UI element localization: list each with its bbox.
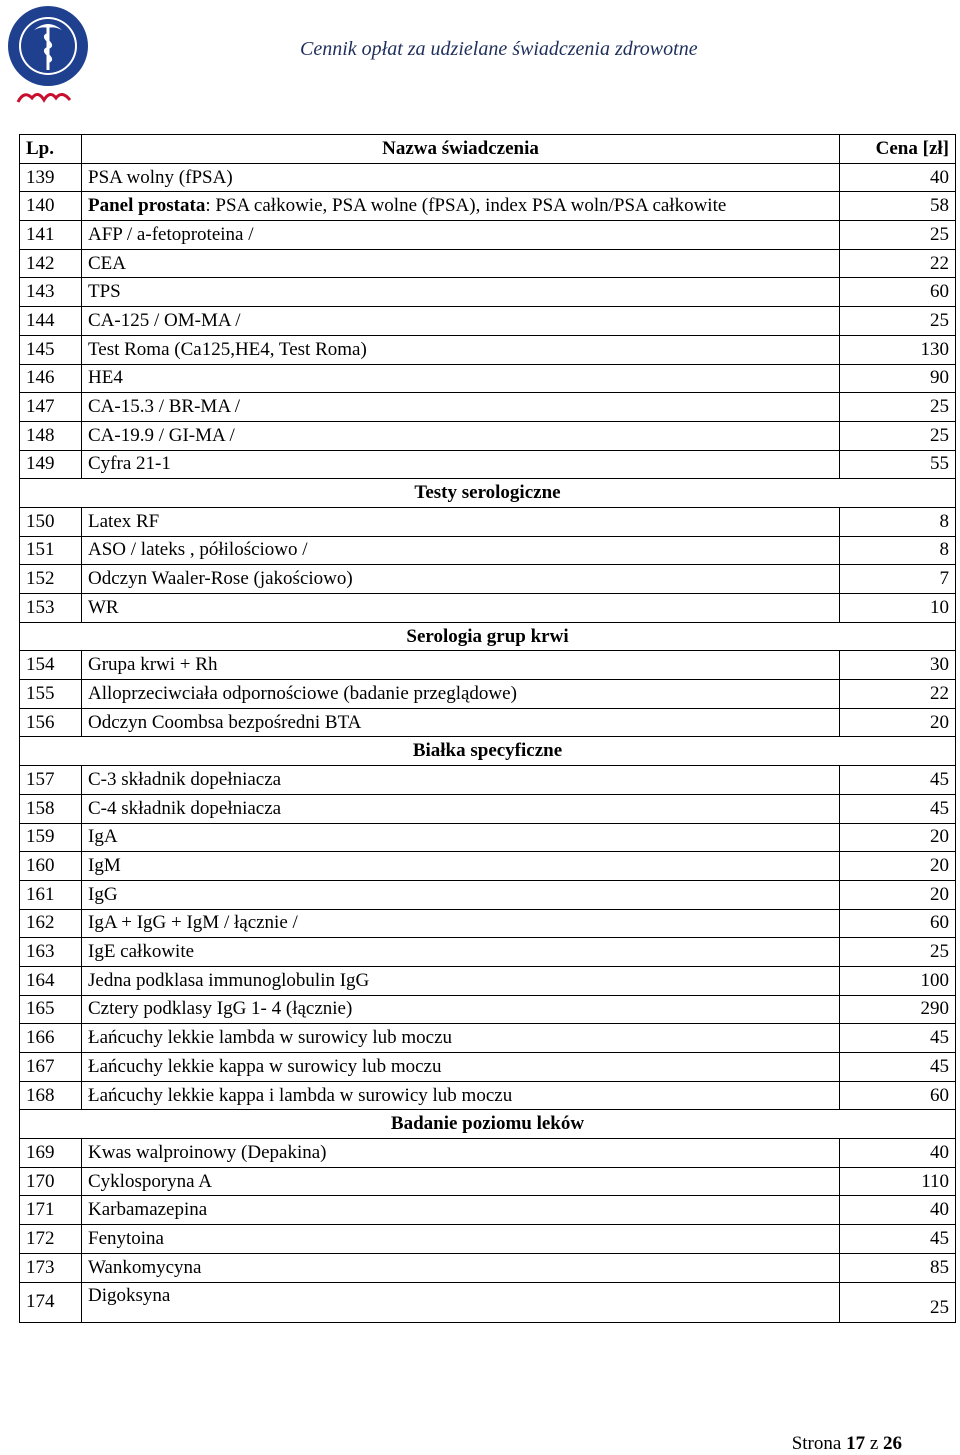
row-price: 100 <box>840 966 956 995</box>
row-price: 110 <box>840 1167 956 1196</box>
row-lp: 145 <box>20 335 82 364</box>
page-header <box>0 0 960 120</box>
row-price: 45 <box>840 794 956 823</box>
row-lp: 140 <box>20 192 82 221</box>
row-lp: 148 <box>20 421 82 450</box>
table-row <box>20 1139 956 1168</box>
row-price: 45 <box>840 1225 956 1254</box>
table-row <box>20 1196 956 1225</box>
table-header-row <box>20 135 956 164</box>
table-body <box>20 163 956 1322</box>
row-lp: 171 <box>20 1196 82 1225</box>
row-lp: 173 <box>20 1253 82 1282</box>
row-price: 25 <box>840 393 956 422</box>
table-row <box>20 680 956 709</box>
row-price: 60 <box>840 278 956 307</box>
row-name: Łańcuchy lekkie kappa w surowicy lub moczu <box>82 1053 840 1082</box>
row-price: 45 <box>840 1024 956 1053</box>
row-lp: 159 <box>20 823 82 852</box>
row-price: 25 <box>840 307 956 336</box>
row-name: Latex RF <box>82 507 840 536</box>
row-lp: 164 <box>20 966 82 995</box>
section-title: Badanie poziomu leków <box>20 1110 956 1139</box>
row-lp: 142 <box>20 249 82 278</box>
table-row <box>20 1081 956 1110</box>
table-row <box>20 823 956 852</box>
row-lp: 146 <box>20 364 82 393</box>
row-price: 40 <box>840 163 956 192</box>
row-lp: 141 <box>20 221 82 250</box>
section-row <box>20 622 956 651</box>
row-name: Jedna podklasa immunoglobulin IgG <box>82 966 840 995</box>
row-lp: 161 <box>20 880 82 909</box>
page-current: 17 <box>846 1433 866 1454</box>
row-price: 8 <box>840 536 956 565</box>
row-name: C-4 składnik dopełniacza <box>82 794 840 823</box>
table-row <box>20 278 956 307</box>
table-row <box>20 708 956 737</box>
row-name-bold: Panel prostata <box>88 195 206 217</box>
table-row <box>20 1053 956 1082</box>
row-price: 40 <box>840 1139 956 1168</box>
table-row <box>20 594 956 623</box>
table-row <box>20 565 956 594</box>
row-price: 20 <box>840 708 956 737</box>
row-lp: 147 <box>20 393 82 422</box>
row-lp: 153 <box>20 594 82 623</box>
hospital-caduceus-logo-icon <box>4 4 92 108</box>
row-lp: 144 <box>20 307 82 336</box>
row-name: CA-15.3 / BR-MA / <box>82 393 840 422</box>
row-name: ASO / lateks , półilościowo / <box>82 536 840 565</box>
row-lp: 152 <box>20 565 82 594</box>
row-name: IgA + IgG + IgM / łącznie / <box>82 909 840 938</box>
row-price: 25 <box>840 1282 956 1322</box>
page-number <box>792 1433 902 1455</box>
row-lp: 151 <box>20 536 82 565</box>
row-price: 290 <box>840 995 956 1024</box>
row-name: AFP / a-fetoproteina / <box>82 221 840 250</box>
row-name: IgA <box>82 823 840 852</box>
table-row <box>20 1253 956 1282</box>
header-name: Nazwa świadczenia <box>82 135 840 164</box>
table-row <box>20 651 956 680</box>
row-name: Łańcuchy lekkie kappa i lambda w surowicy lub moczu <box>82 1081 840 1110</box>
header-lp: Lp. <box>20 135 82 164</box>
row-name: Cyfra 21-1 <box>82 450 840 479</box>
table-row <box>20 536 956 565</box>
row-price: 58 <box>840 192 956 221</box>
row-name: IgE całkowite <box>82 938 840 967</box>
row-price: 22 <box>840 680 956 709</box>
section-title: Białka specyficzne <box>20 737 956 766</box>
row-price: 22 <box>840 249 956 278</box>
row-price: 20 <box>840 823 956 852</box>
row-price: 20 <box>840 880 956 909</box>
table-row <box>20 393 956 422</box>
section-title: Testy serologiczne <box>20 479 956 508</box>
row-name: Kwas walproinowy (Depakina) <box>82 1139 840 1168</box>
row-name: CA-19.9 / GI-MA / <box>82 421 840 450</box>
row-name: Digoksyna <box>82 1282 840 1322</box>
row-lp: 168 <box>20 1081 82 1110</box>
row-name: WR <box>82 594 840 623</box>
row-lp: 160 <box>20 852 82 881</box>
row-name: Odczyn Coombsa bezpośredni BTA <box>82 708 840 737</box>
row-name: CEA <box>82 249 840 278</box>
row-name: Test Roma (Ca125,HE4, Test Roma) <box>82 335 840 364</box>
row-price: 60 <box>840 1081 956 1110</box>
row-price: 30 <box>840 651 956 680</box>
row-name: IgM <box>82 852 840 881</box>
table-row <box>20 1225 956 1254</box>
page-total: 26 <box>883 1433 902 1454</box>
row-lp: 163 <box>20 938 82 967</box>
row-name: Karbamazepina <box>82 1196 840 1225</box>
row-lp: 154 <box>20 651 82 680</box>
table-row <box>20 364 956 393</box>
table-row <box>20 249 956 278</box>
row-name: IgG <box>82 880 840 909</box>
row-lp: 172 <box>20 1225 82 1254</box>
table-row <box>20 794 956 823</box>
table-row <box>20 192 956 221</box>
table-row <box>20 421 956 450</box>
table-row <box>20 450 956 479</box>
row-lp: 149 <box>20 450 82 479</box>
page-separator: z <box>869 1433 879 1454</box>
row-name: Cyklosporyna A <box>82 1167 840 1196</box>
row-name: Odczyn Waaler-Rose (jakościowo) <box>82 565 840 594</box>
table-row <box>20 1167 956 1196</box>
row-lp: 139 <box>20 163 82 192</box>
row-lp: 169 <box>20 1139 82 1168</box>
page-prefix: Strona <box>791 1433 842 1454</box>
row-price: 45 <box>840 1053 956 1082</box>
row-name: Łańcuchy lekkie lambda w surowicy lub moczu <box>82 1024 840 1053</box>
table-row <box>20 1282 956 1322</box>
row-price: 7 <box>840 565 956 594</box>
row-price: 55 <box>840 450 956 479</box>
row-name: Fenytoina <box>82 1225 840 1254</box>
section-row <box>20 1110 956 1139</box>
section-title: Serologia grup krwi <box>20 622 956 651</box>
table-row <box>20 507 956 536</box>
row-name <box>82 192 840 221</box>
row-price: 130 <box>840 335 956 364</box>
row-name: Wankomycyna <box>82 1253 840 1282</box>
row-price: 60 <box>840 909 956 938</box>
row-name: C-3 składnik dopełniacza <box>82 766 840 795</box>
row-price: 40 <box>840 1196 956 1225</box>
document-title: Cennik opłat za udzielane świadczenia zdrowotne <box>300 38 698 60</box>
row-name: Grupa krwi + Rh <box>82 651 840 680</box>
row-name: TPS <box>82 278 840 307</box>
row-price: 25 <box>840 938 956 967</box>
table-row <box>20 163 956 192</box>
table-row <box>20 909 956 938</box>
row-price: 25 <box>840 421 956 450</box>
row-name: Alloprzeciwciała odpornościowe (badanie przeglądowe) <box>82 680 840 709</box>
row-name: Cztery podklasy IgG 1- 4 (łącznie) <box>82 995 840 1024</box>
row-name: HE4 <box>82 364 840 393</box>
row-price: 10 <box>840 594 956 623</box>
row-price: 20 <box>840 852 956 881</box>
row-name: CA-125 / OM-MA / <box>82 307 840 336</box>
table-row <box>20 307 956 336</box>
row-lp: 158 <box>20 794 82 823</box>
row-price: 85 <box>840 1253 956 1282</box>
row-lp: 167 <box>20 1053 82 1082</box>
table-row <box>20 995 956 1024</box>
row-lp: 170 <box>20 1167 82 1196</box>
row-lp: 155 <box>20 680 82 709</box>
row-name-rest: : PSA całkowie, PSA wolne (fPSA), index PSA woln/PSA całkowite <box>205 195 727 217</box>
row-lp: 157 <box>20 766 82 795</box>
section-row <box>20 737 956 766</box>
row-name: PSA wolny (fPSA) <box>82 163 840 192</box>
table-row <box>20 335 956 364</box>
row-lp: 156 <box>20 708 82 737</box>
table-row <box>20 880 956 909</box>
section-row <box>20 479 956 508</box>
row-lp: 174 <box>20 1282 82 1322</box>
table-row <box>20 852 956 881</box>
row-price: 8 <box>840 507 956 536</box>
table-row <box>20 938 956 967</box>
header-price: Cena [zł] <box>840 135 956 164</box>
table-row <box>20 966 956 995</box>
price-table <box>19 134 956 1323</box>
row-lp: 166 <box>20 1024 82 1053</box>
row-lp: 162 <box>20 909 82 938</box>
row-lp: 143 <box>20 278 82 307</box>
table-row <box>20 221 956 250</box>
table-row <box>20 1024 956 1053</box>
row-price: 45 <box>840 766 956 795</box>
table-row <box>20 766 956 795</box>
row-price: 90 <box>840 364 956 393</box>
row-lp: 150 <box>20 507 82 536</box>
row-price: 25 <box>840 221 956 250</box>
row-lp: 165 <box>20 995 82 1024</box>
